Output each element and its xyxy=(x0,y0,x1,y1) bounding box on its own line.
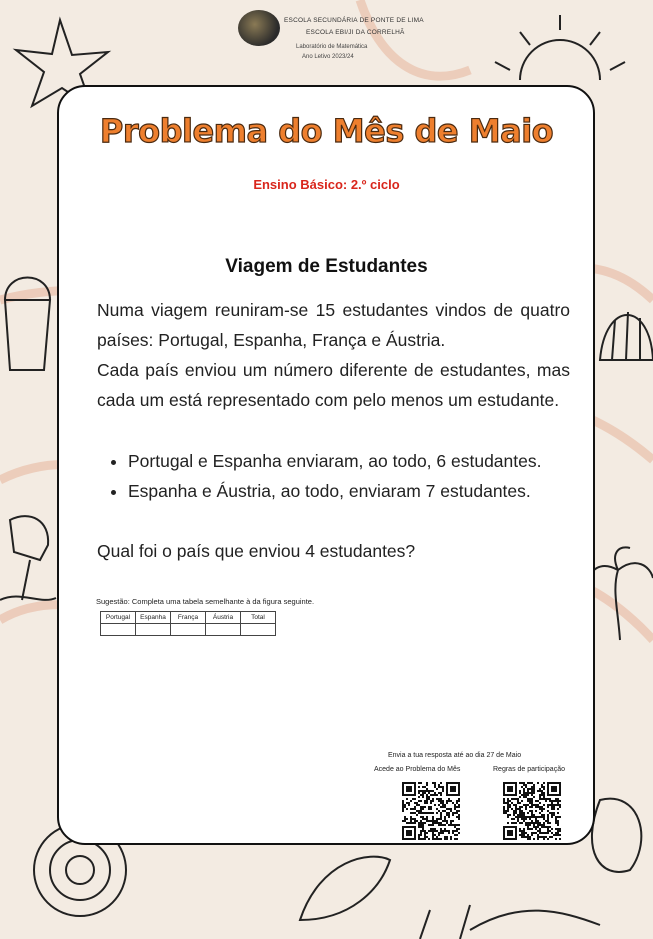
qr-code-problem[interactable] xyxy=(402,782,460,840)
table-header-cell: Espanha xyxy=(136,612,171,624)
condition-item: • Espanha e Áustria, ao todo, enviaram 7 estudantes. xyxy=(128,476,598,506)
table-header-cell: França xyxy=(171,612,206,624)
table-cell xyxy=(101,624,136,636)
shovel-icon xyxy=(0,516,56,600)
table-row xyxy=(101,624,276,636)
page-title: Problema do Mês de Maio xyxy=(99,112,554,150)
school-name-2: ESCOLA EBI/JI DA CORRELHÃ xyxy=(306,29,405,36)
condition-list xyxy=(106,446,598,506)
hint-table xyxy=(100,611,276,636)
deadline-text: Envia a tua resposta até ao dia 27 de Maio xyxy=(388,752,522,759)
sun-icon xyxy=(495,15,625,80)
sand-icon xyxy=(420,905,600,939)
lab-name: Laboratório de Matemática xyxy=(296,44,368,50)
table-cell xyxy=(136,624,171,636)
qr-code-rules[interactable] xyxy=(503,782,561,840)
school-year: Ano Letivo 2023/24 xyxy=(302,54,354,60)
qr-section xyxy=(366,750,586,850)
level-subtitle: Ensino Básico: 2.º ciclo xyxy=(253,177,400,192)
table-cell xyxy=(241,624,276,636)
table-cell xyxy=(206,624,241,636)
problem-question: Qual foi o país que enviou 4 estudantes? xyxy=(97,541,416,561)
problem-paragraph-2: Cada país enviou um número diferente de estudantes, mas cada um está representado com pelo menos um estudante. xyxy=(97,360,570,410)
condition-item: • Portugal e Espanha enviaram, ao todo, 6 estudantes. xyxy=(128,446,598,476)
shell-icon xyxy=(600,312,653,360)
qr-label-rules: Regras de participação xyxy=(493,766,565,773)
school-logo xyxy=(238,10,280,46)
table-header-cell: Portugal xyxy=(101,612,136,624)
school-name-1: ESCOLA SECUNDÁRIA DE PONTE DE LIMA xyxy=(284,17,424,24)
table-header-row xyxy=(101,612,276,624)
hint-text: Sugestão: Completa uma tabela semelhante à da figura seguinte. xyxy=(96,597,315,606)
school-header xyxy=(236,10,476,70)
problem-paragraph-1: Numa viagem reuniram-se 15 estudantes vindos de quatro países: Portugal, Espanha, França e Áustria. xyxy=(97,300,570,350)
problem-title: Viagem de Estudantes xyxy=(225,256,428,277)
table-header-cell: Total xyxy=(241,612,276,624)
table-header-cell: Áustria xyxy=(206,612,241,624)
qr-label-problem: Acede ao Problema do Mês xyxy=(374,766,461,773)
table-cell xyxy=(171,624,206,636)
